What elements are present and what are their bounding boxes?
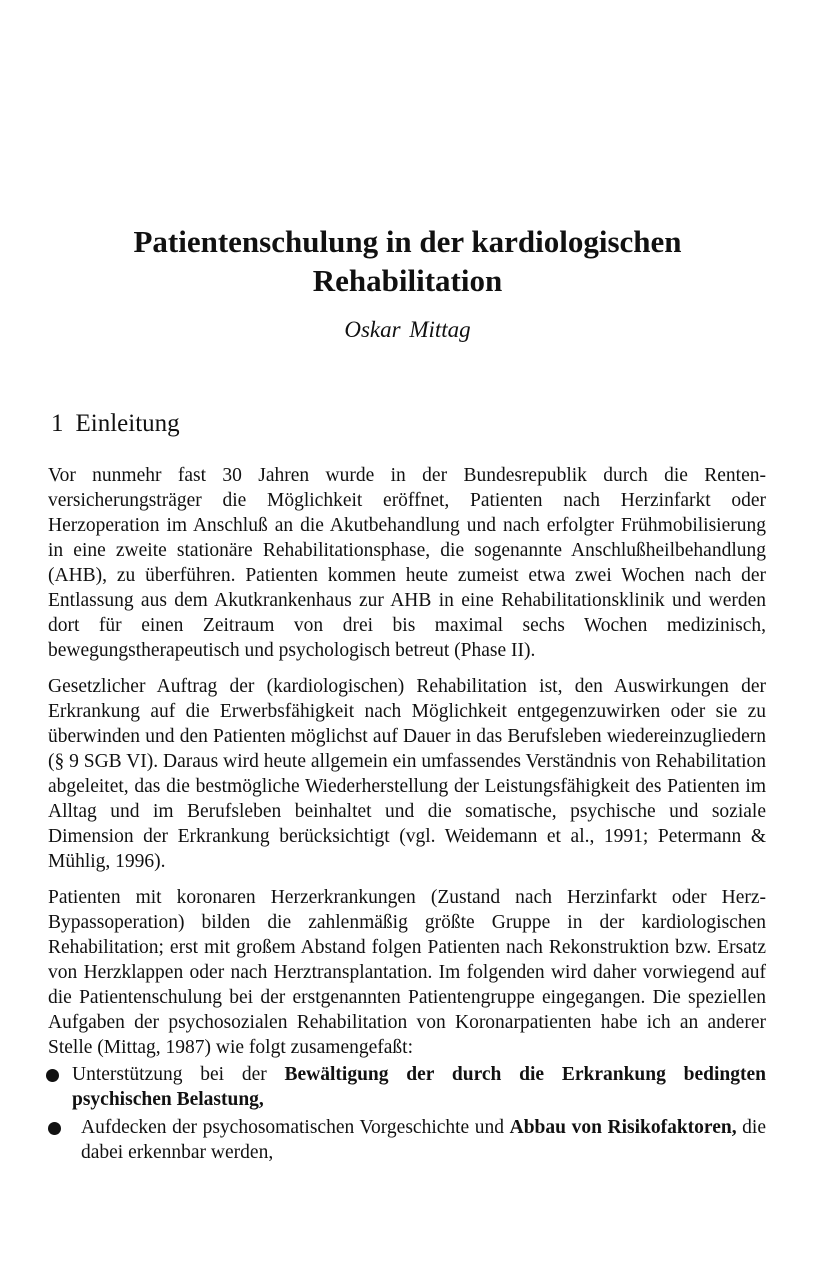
section-title: Einleitung — [75, 410, 180, 437]
document-title-line-2: Rehabilitation — [312, 263, 503, 298]
list-item-text-suffix: die dabei erkennbar werden, — [81, 1117, 767, 1163]
list-item-text: Aufdecken der psychosomatischen Vorgeschichte und — [81, 1117, 510, 1138]
section-number: 1 — [51, 410, 64, 437]
bullet-icon — [46, 1069, 59, 1082]
list-item — [48, 1062, 766, 1112]
paragraph: Patienten mit koronaren Herzerkrankungen (Zustand nach Herzinfarkt oder Herz-Bypassoperation) bilden die zahlenmäßig größte Gruppe in der kardiologischen Rehabilitation; erst mit großem Abstand folgen Patienten nach Rekonstruktion bzw. Ersatz von Herzklappen oder nach Herztransplantation. Im folgenden wird daher vorwiegend auf die Patientenschulung bei der erstgenannten Patientengruppe eingegangen. Die speziellen Aufgaben der psychosozialen Rehabilitation von Koronarpatienten habe ich an anderer Stelle (Mittag, 1987) wie folgt zusamengefaßt: — [48, 887, 766, 1058]
section-heading — [51, 408, 180, 440]
bullet-icon — [48, 1122, 61, 1135]
list-item — [48, 1115, 766, 1165]
author-name: Oskar Mittag — [344, 317, 471, 342]
document-title-line-1: Patientenschulung in der kardiologischen — [133, 224, 682, 259]
bullet-list — [48, 1062, 766, 1165]
list-item-emphasis: Bewältigung der durch die Erkrankung bedingten psychischen Belastung, — [72, 1064, 766, 1110]
body-text — [48, 463, 766, 1168]
list-item-emphasis: Abbau von Risikofaktoren, — [509, 1117, 737, 1138]
list-item-text: Unterstützung bei der — [72, 1064, 285, 1085]
paragraph: Gesetzlicher Auftrag der (kardiologischen) Rehabilitation ist, den Auswirkungen der Erkrankung auf die Erwerbsfähigkeit nach Möglichkeit entgegenzuwirken oder sie zu überwinden und den Patienten möglichst auf Dauer in das Berufsleben wiedereinzugliedern (§ 9 SGB VI). Daraus wird heute allgemein ein umfassendes Verständnis von Rehabilitation abgeleitet, das die bestmögliche Wiederherstellung der Leistungsfähigkeit des Patienten im Alltag und im Berufsleben beinhaltet und die somatische, psychische und soziale Dimension der Erkrankung berücksichtigt (vgl. Weidemann et al., 1991; Petermann & Mühlig, 1996). — [48, 676, 766, 872]
document-title — [0, 222, 815, 300]
paragraph: Vor nunmehr fast 30 Jahren wurde in der Bundesrepublik durch die Rentenversicherungsträger die Möglichkeit eröffnet, Patienten nach Herzinfarkt oder Herzoperation im Anschluß an die Akutbehandlung und nach erfolgter Frühmobilisierung in eine zweite stationäre Rehabilitationsphase, die sogenannte Anschlußheilbehandlung (AHB), zu überführen. Patienten kommen heute zumeist etwa zwei Wochen nach der Entlassung aus dem Akutkrankenhaus zur AHB in eine Rehabilitationsklinik und werden dort für einen Zeitraum von drei bis maximal sechs Wochen medizinisch, bewegungstherapeutisch und psychologisch betreut (Phase II). — [48, 465, 766, 661]
